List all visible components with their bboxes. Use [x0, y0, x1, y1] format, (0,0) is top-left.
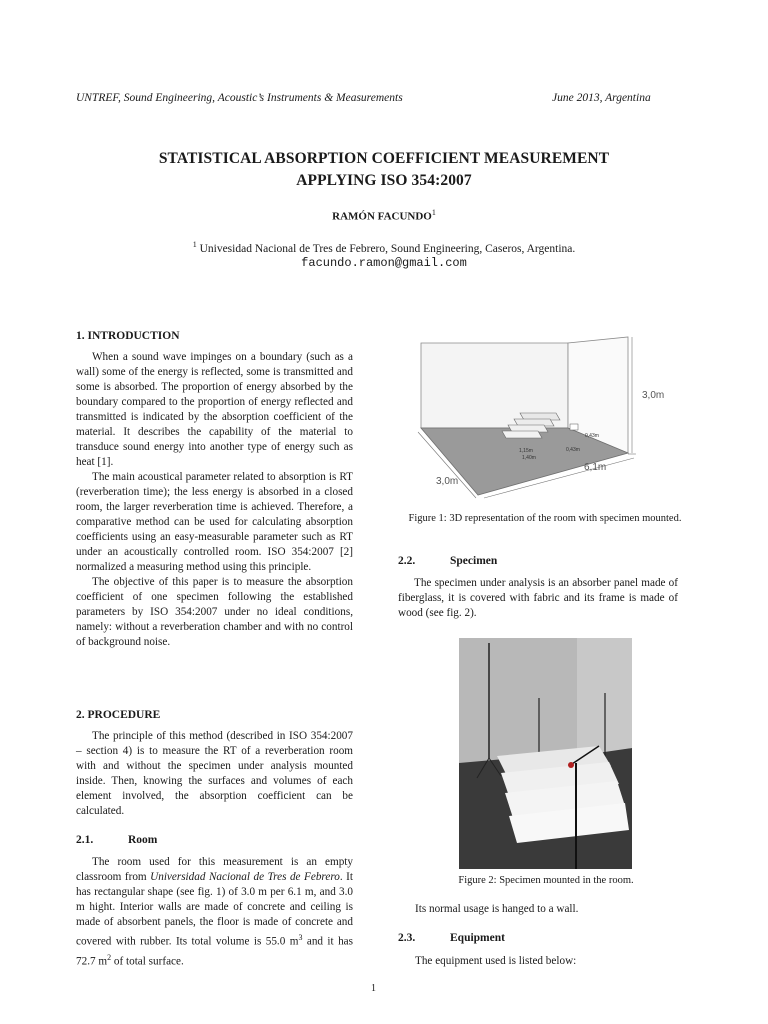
affiliation-sup: 1 — [192, 240, 197, 249]
author-email: facundo.ramon@gmail.com — [301, 256, 467, 270]
figure-2-photo — [459, 638, 632, 869]
paper-title-line1: STATISTICAL ABSORPTION COEFFICIENT MEASUREMENT — [158, 150, 610, 167]
equipment-paragraph-1: The equipment used is listed below: — [415, 955, 577, 967]
specimen-photo-svg — [459, 638, 632, 869]
subsection-number: 2.2. — [398, 555, 416, 567]
label-width: 3,0m — [436, 476, 459, 487]
running-header-right: June 2013, Argentina — [552, 92, 651, 104]
intro-paragraph-3: The objective of this paper is to measure the absorption coefficient of one specimen following the established parameters by ISO 354:2007 under no ideal conditions, namely: without a reverberation chamber and with no control of background noise. — [76, 576, 353, 648]
procedure-paragraph-1: The principle of this method (described in ISO 354:2007 – section 4) is to measure the RT of a reverberation room with and without the specimen under analysis mounted inside. Then, knowing the surfaces and volumes of each element involved, the absorption coefficient can be calculated. — [76, 730, 353, 817]
room-3d-svg — [398, 330, 674, 505]
page-number: 1 — [371, 983, 376, 994]
subsection-title: Equipment — [450, 932, 505, 944]
intro-paragraph-2: The main acoustical parameter related to absorption is RT (reverberation time); the less energy is absorbed in a closed room, the larger reverberation time is achieved. Therefore, a comparative method can be used for calculating absorption coefficients using an easy-measurable parameter such as RT under an acoustically controlled room. ISO 354:2007 [2] normalized a measuring method using this principle. — [76, 471, 353, 573]
label-length: 6,1m — [584, 462, 607, 473]
author-sup: 1 — [431, 208, 436, 217]
subsection-number: 2.1. — [76, 834, 94, 846]
room-body — [76, 855, 353, 969]
running-header-left: UNTREF, Sound Engineering, Acoustic’s Instruments & Measurements — [76, 92, 403, 104]
introduction-body — [76, 350, 353, 650]
room-paragraph-1: The room used for this measurement is an empty classroom from Universidad Nacional de Tres de Febrero. It has rectangular shape (see fig. 1) of 3.0 m per 6.1 m, and 3.0 m hight. Interior walls are made of concrete and ceiling is made of absorbent panels, the floor is made of concrete and covered with rubber. Its total volume is 55.0 $m^3$ and it has 72.7 $m^2$ of total surface. — [76, 856, 354, 968]
subsection-heading-equipment — [398, 932, 505, 944]
affiliation — [0, 240, 768, 255]
specimen-paragraph-1: The specimen under analysis is an absorber panel made of fiberglass, it is covered with fabric and its frame is made of wood (see fig. 2). — [398, 577, 678, 619]
specimen-body — [398, 576, 678, 621]
subsection-title: Specimen — [450, 555, 498, 567]
paper-title-line2: APPLYING ISO 354:2007 — [296, 172, 472, 189]
label-d3: 0,43m — [585, 433, 599, 439]
subsection-number: 2.3. — [398, 932, 416, 944]
label-d1: 1,15m — [519, 448, 533, 454]
label-d4: 0,43m — [566, 447, 580, 453]
label-height: 3,0m — [642, 390, 665, 401]
intro-paragraph-1: When a sound wave impinges on a boundary (such as a wall) some of the energy is reflected, some is transmitted and some is absorbed. The proportion of energy absorbed by the boundary compared to the proportion of energy reflected and transmitted is indicated by the absorption coefficient of the material. It describes the capability of the material to transduce sound energy into another type of energy such as heat [1]. — [76, 351, 353, 468]
section-heading-procedure: 2. PROCEDURE — [76, 709, 161, 721]
specimen-paragraph-2: Its normal usage is hanged to a wall. — [415, 903, 579, 915]
subsection-title: Room — [128, 834, 158, 846]
author — [0, 208, 768, 223]
figure-1-room-diagram — [398, 330, 674, 505]
procedure-body — [76, 729, 353, 819]
author-name: RAMÓN FACUNDO — [332, 210, 432, 223]
subsection-heading-room — [76, 834, 157, 846]
figure-1-caption: Figure 1: 3D representation of the room with specimen mounted. — [408, 513, 682, 524]
figure-2-caption: Figure 2: Specimen mounted in the room. — [458, 875, 634, 886]
subsection-heading-specimen — [398, 555, 497, 567]
section-heading-introduction: 1. INTRODUCTION — [76, 330, 180, 342]
affiliation-text: Univesidad Nacional de Tres de Febrero, Sound Engineering, Caseros, Argentina. — [199, 242, 576, 255]
label-d2: 1,40m — [522, 455, 536, 461]
